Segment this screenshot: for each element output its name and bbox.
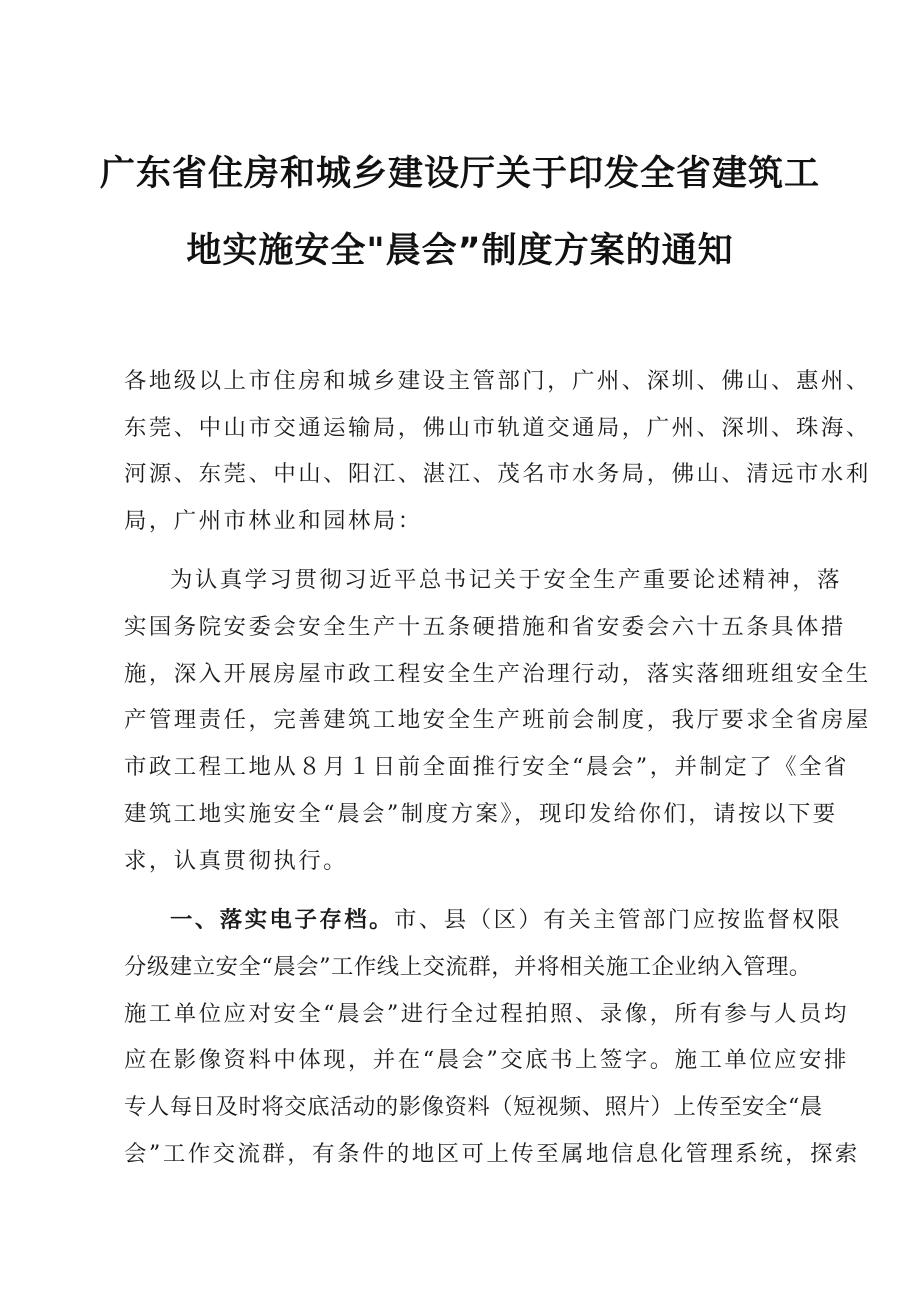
paragraph-line: 实国务院安委会安全生产十五条硬措施和省安委会六十五条具体措 xyxy=(124,614,846,640)
document-title-line-1: 广东省住房和城乡建设厅关于印发全省建筑工 xyxy=(99,154,820,194)
section-first-line xyxy=(170,905,843,935)
salutation-line: 东莞、中山市交通运输局，佛山市轨道交通局，广州、深圳、珠海、 xyxy=(124,415,871,441)
section-line: 会”工作交流群，有条件的地区可上传至属地信息化管理系统，探索 xyxy=(124,1141,860,1167)
section-line: 施工单位应对安全“晨会”进行全过程拍照、录像，所有参与人员均 xyxy=(124,1001,849,1027)
paragraph-line: 建筑工地实施安全“晨会”制度方案》，现印发给你们，请按以下要 xyxy=(124,801,838,827)
paragraph-line: 产管理责任，完善建筑工地安全生产班前会制度，我厅要求全省房屋 xyxy=(124,707,871,733)
salutation-line: 河源、东莞、中山、阳江、湛江、茂名市水务局，佛山、清远市水利 xyxy=(124,461,871,487)
salutation-line: 局，广州市林业和园林局： xyxy=(124,508,423,534)
section-heading: 一、落实电子存档。 xyxy=(170,907,395,933)
paragraph-line: 施，深入开展房屋市政工程安全生产治理行动，落实落细班组安全生 xyxy=(124,661,871,687)
paragraph-line: 求，认真贯彻执行。 xyxy=(124,848,349,874)
salutation-line: 各地级以上市住房和城乡建设主管部门，广州、深圳、佛山、惠州、 xyxy=(124,368,871,394)
section-line: 分级建立安全“晨会”工作线上交流群，并将相关施工企业纳入管理。 xyxy=(124,954,812,980)
paragraph-line: 市政工程工地从８月１日前全面推行安全“晨会”，并制定了《全省 xyxy=(124,754,849,780)
section-text: 市、县（区）有关主管部门应按监督权限 xyxy=(394,907,843,933)
section-line: 专人每日及时将交底活动的影像资料（短视频、照片）上传至安全“晨 xyxy=(124,1094,823,1120)
section-line: 应在影像资料中体现，并在“晨会”交底书上签字。施工单位应安排 xyxy=(124,1047,849,1073)
paragraph-line: 为认真学习贯彻习近平总书记关于安全生产重要论述精神，落 xyxy=(170,567,843,593)
document-title-line-2: 地实施安全"晨会”制度方案的通知 xyxy=(186,231,734,271)
